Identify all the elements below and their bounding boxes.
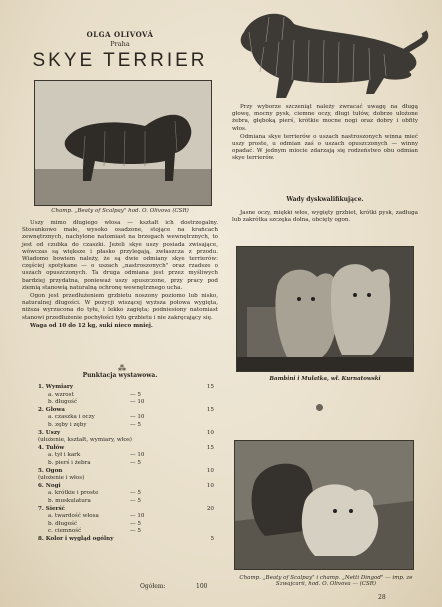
scoring-row — [38, 528, 214, 536]
scoring-points: 10 — [206, 467, 214, 474]
scoring-points: 5 — [210, 535, 214, 542]
scoring-row — [38, 437, 214, 445]
scoring-row — [38, 513, 214, 521]
round-bullet-icon — [316, 404, 323, 411]
faults-heading: Wady dyskwalifikujące. — [286, 196, 364, 203]
asterisk-ornament-icon: ⁂ — [118, 364, 126, 373]
right-body-text — [232, 104, 418, 164]
scoring-row — [38, 506, 214, 514]
scoring-row — [38, 414, 214, 422]
scoring-label: 7. Sierść — [38, 505, 66, 512]
scoring-label: b. pierś i żebra — [48, 459, 91, 466]
scoring-row — [38, 460, 214, 468]
author-name: OLGA OLIVOVÁ — [86, 30, 154, 39]
scoring-label: b. muskulatura — [48, 497, 91, 504]
scoring-label: a. krótkie i proste — [48, 490, 99, 497]
scoring-label: b. długość — [48, 399, 78, 406]
scoring-points: 15 — [206, 406, 214, 413]
scoring-label: a. tył i kark — [48, 452, 81, 459]
scoring-label: 4. Tułów — [38, 444, 65, 451]
paragraph-ears: Uszy mimo długiego włosa — kształt ich dostrzegalny. Stosunkowo małe, wysoko osadzone, stojące na krańcach zewnętrznych, nachylone natomiast na brzegach wewnętrznych, to jest od czubka do czaszki. Jeżeli skye uszy posiada zwisające, wówczas są większe i płasko przylegają, zwłaszcza z przodu. Wiadomo bowiem należy, że są dwie odmiany skye terrierów: częściej spotykane — o uszach „nastroszonych" oraz rzadsze o uszach opuszczonych. Ta druga odmiana jest przez myśliwych bardziej przydatna, ponieważ uszy spuszczone, przy pracy pod ziemią stanowią naturalną ochronę wewnętrznego ucha. — [22, 220, 218, 291]
dog-photo-2 — [236, 246, 414, 372]
scoring-row — [38, 422, 214, 430]
scoring-row — [38, 490, 214, 498]
scoring-points: 15 — [206, 444, 214, 451]
dog-photo-1 — [34, 80, 212, 206]
scoring-label: b. zęby i zęby — [48, 421, 87, 428]
paragraph-puppies: Przy wyborze szczeniąt należy zwracać uwagę na długą głowę, mocny pysk, ciemne oczy, długi tułów, dobrze ułożone żebra, głęboką pierś, krótkie mocne nogi oraz dobry i obfity włos. — [232, 104, 418, 132]
scoring-label: c. ciemność — [48, 528, 82, 535]
author-city: Praha — [110, 40, 130, 48]
photo-3-caption: Champ. „Beaty of Scalpay" i champ. „Netti Dingod" — imp. ze Szwajcarii, hod. O. Olivova — (CSR) — [239, 575, 413, 587]
scoring-label: 2. Głowa — [38, 406, 65, 413]
photo-1-caption: Champ. „Beaty of Scalpay" hod. O. Olivova (CSR) — [51, 208, 189, 214]
scoring-label: a. wzrost — [48, 391, 74, 398]
photo-2-caption: Bambini i Mulatka, wł. Kurnatowski — [269, 376, 381, 382]
scoring-label: a. twardość włosa — [48, 513, 99, 520]
scoring-label: 5. Ogon — [38, 467, 63, 474]
scoring-label: (ułożenie, kształt, wymiary, włos) — [38, 437, 132, 444]
scoring-subpoints: — 5 — [130, 459, 141, 466]
paragraph-weight: Waga od 10 do 12 kg, suki nieco mniej. — [30, 322, 153, 329]
scoring-subpoints: — 10 — [130, 513, 145, 520]
scoring-row — [38, 498, 214, 506]
scoring-label: (ułożenie i włos) — [38, 475, 85, 482]
faults-text: Jasne oczy, miękki włos, wygięty grzbiet, krótki pysk, zadługa lub zakrótka szczęka dolna, obcięty ogon. — [232, 210, 418, 224]
paragraph-tail: Ogon jest przedłużeniem grzbietu noszony poziomo lub nisko, naturalnej długości. W pozycji wiszącej wyższa połowa wygięta, niższa wyrzucona do tyłu, i lekko zagięta; podniesiony natomiast stanowi przedłużenie pochyłości tyłu grzbietu i nie zakręcający się. — [22, 293, 218, 321]
scoring-subpoints: — 5 — [130, 528, 141, 535]
scoring-label: 6. Nogi — [38, 482, 61, 489]
scoring-row — [38, 475, 214, 483]
scoring-subpoints: — 10 — [130, 399, 145, 406]
scoring-row — [38, 452, 214, 460]
scoring-label: 8. Kolor i wygląd ogólny — [38, 535, 114, 542]
scoring-table — [38, 384, 214, 543]
scoring-label: 3. Uszy — [38, 429, 61, 436]
scoring-row — [38, 384, 214, 392]
left-body-text — [22, 220, 218, 331]
scoring-subpoints: — 5 — [130, 391, 141, 398]
total-label: Ogółem: — [140, 583, 166, 590]
scoring-heading: Punktacja wystawowa. — [82, 372, 158, 379]
article-title: SKYE TERRIER — [32, 50, 208, 71]
scoring-row — [38, 445, 214, 453]
scoring-points: 20 — [206, 505, 214, 512]
scoring-label: 1. Wymiary — [38, 384, 74, 390]
scoring-row — [38, 399, 214, 407]
scoring-subpoints: — 10 — [130, 414, 145, 421]
scoring-row — [38, 407, 214, 415]
scoring-label: a. czaszka i oczy — [48, 414, 95, 421]
scoring-subpoints: — 10 — [130, 452, 145, 459]
paragraph-ear-variants: Odmiana skye terrierów o uszach nastroszonych winna mieć uszy proste, u odmian zaś o uszach opuszczonych — winny opadać. W jednym miocie zdarzają się rodzeństwo obu odmian skye terrierów. — [232, 133, 418, 162]
total-value: 100 — [196, 583, 208, 590]
scoring-row — [38, 536, 214, 544]
scoring-subpoints: — 5 — [130, 490, 141, 497]
scoring-row — [38, 468, 214, 476]
scoring-subpoints: — 5 — [130, 497, 141, 504]
scoring-points: 10 — [206, 482, 214, 489]
skye-terrier-illustration-icon — [224, 2, 434, 102]
scoring-subpoints: — 5 — [130, 421, 141, 428]
scoring-subpoints: — 5 — [130, 520, 141, 527]
scoring-points: 10 — [206, 429, 214, 436]
dog-photo-3 — [234, 440, 414, 570]
scoring-label: b. długość — [48, 520, 78, 527]
page-number: 28 — [378, 594, 386, 601]
scoring-points: 15 — [206, 384, 214, 390]
